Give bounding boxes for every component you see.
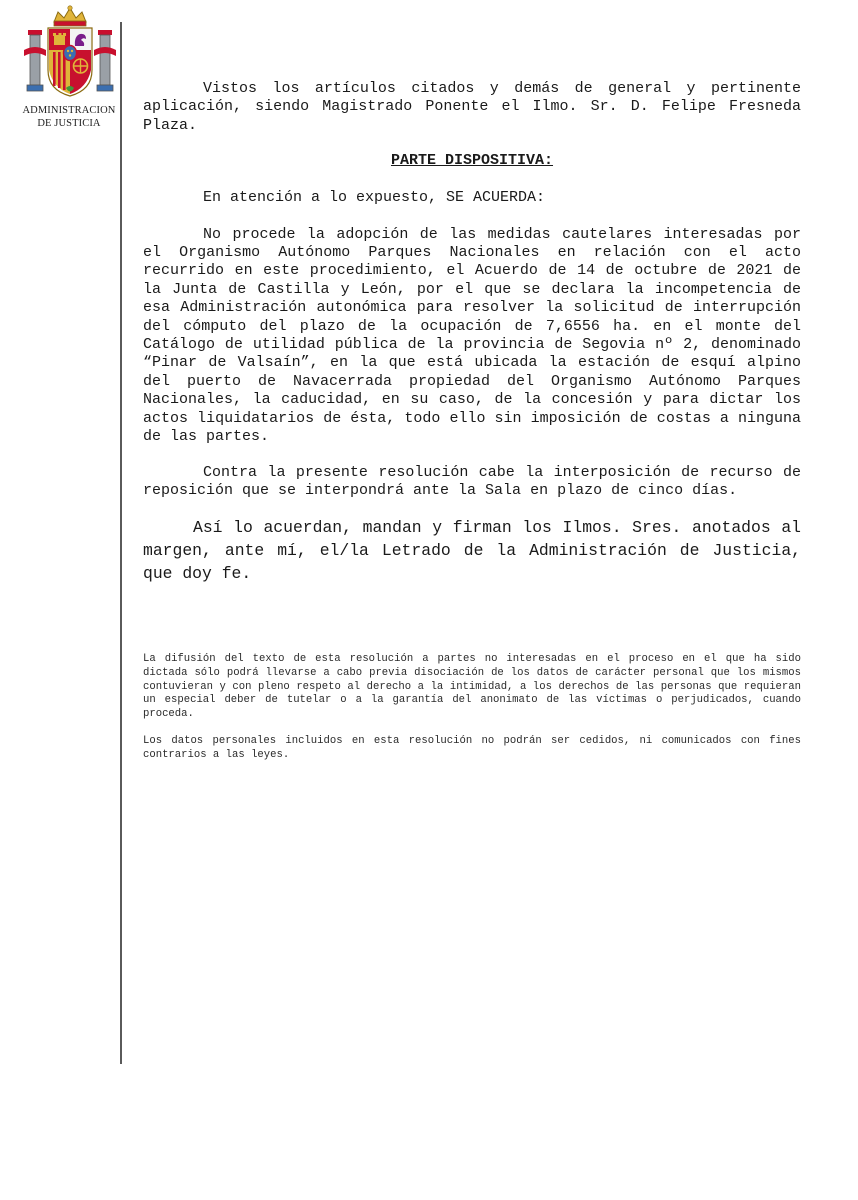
paragraph-no-procede: No procede la adopción de las medidas cautelares interesadas por el Organismo Autónomo Parques Nacionales en relación con el acto recurrido en este procedimiento, el Acuerdo de 14 de octubre de 2021 de la Junta de Castilla y León, por el que se declara la incompetencia de esa Administración autonómica para resolver la solicitud de interrupción del cómputo del plazo de la ocupación de 7,6556 ha. en el monte del Catálogo de utilidad pública de la provincia de Segovia nº 2, denominado “Pinar de Valsaín”, en la que está ubicada la estación de esquí alpino del puerto de Navacerrada propiedad del Organismo Autónomo Parques Nacionales, la caducidad, en su caso, de la concesión y para dictar los actos liquidatarios de ésta, todo ello sin imposición de costas a ninguna de las partes. xyxy=(143,225,801,446)
coat-of-arms-graphic xyxy=(20,4,120,104)
agency-name-line-2: DE JUSTICIA xyxy=(37,118,101,129)
agency-name xyxy=(14,104,124,130)
footer-note-difusion: La difusión del texto de esta resolución a partes no interesadas en el proceso en el que ha sido dictada sólo podrá llevarse a cabo previa disociación de los datos de carácter personal que los mismos contuvieran y con pleno respeto al derecho a la intimidad, a los derechos de las personas que requieran un especial deber de tutelar o a la garantía del anonimato de las víctimas o perjudicados, cuando proceda. xyxy=(143,653,801,721)
document-body xyxy=(143,80,801,763)
spain-coat-of-arms-icon xyxy=(20,4,120,104)
section-heading: PARTE DISPOSITIVA: xyxy=(390,152,554,170)
agency-name-line-1: ADMINISTRACION xyxy=(22,105,116,116)
paragraph-recurso: Contra la presente resolución cabe la interposición de recurso de reposición que se interpondrá ante la Sala en plazo de cinco días. xyxy=(143,463,801,499)
paragraph-atencion: En atención a lo expuesto, SE ACUERDA: xyxy=(203,189,546,207)
margin-rule xyxy=(120,22,122,1064)
footer-note-datos: Los datos personales incluidos en esta resolución no podrán ser cedidos, ni comunicados con fines contrarios a las leyes. xyxy=(143,735,801,761)
paragraph-vistos: Vistos los artículos citados y demás de general y pertinente aplicación, siendo Magistrado Ponente el Ilmo. Sr. D. Felipe Fresneda Plaza. xyxy=(143,80,801,134)
paragraph-firma: Así lo acuerdan, mandan y firman los Ilmos. Sres. anotados al margen, ante mí, el/la Letrado de la Administración de Justicia, que doy fe. xyxy=(143,518,801,583)
